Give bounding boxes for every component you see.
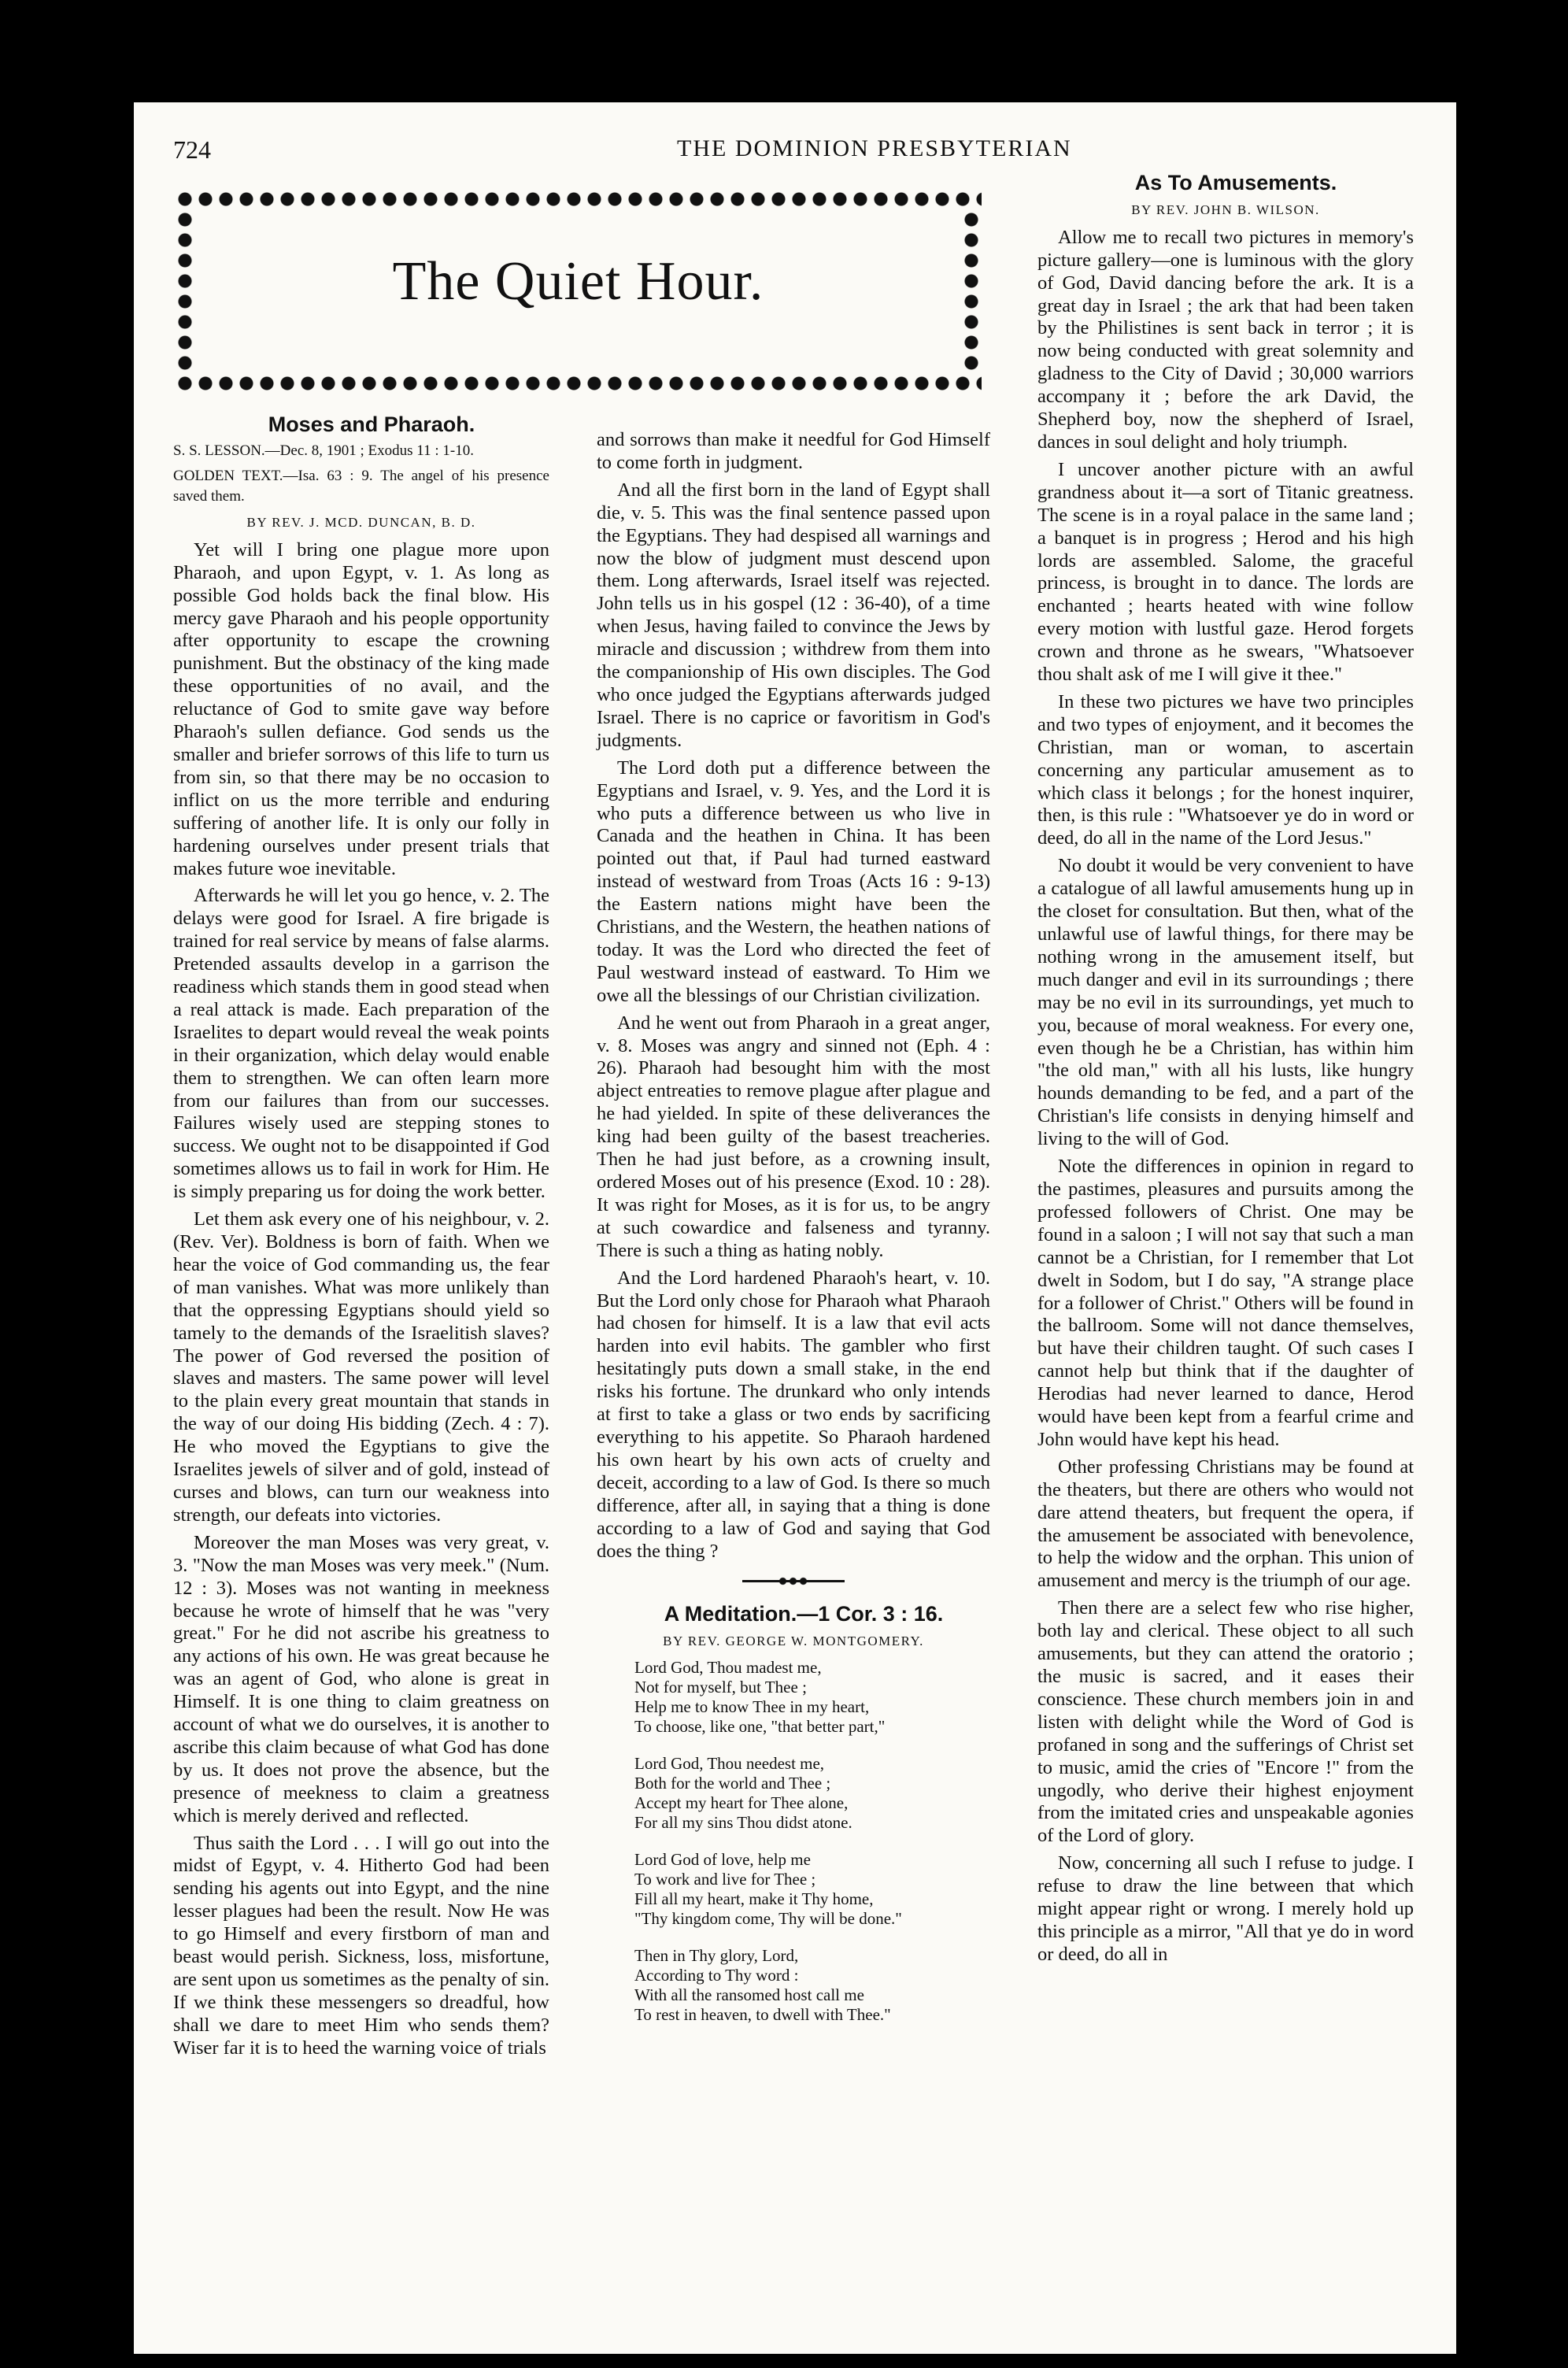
paragraph: Afterwards he will let you go hence, v. 2. The delays were good for Israel. A fire brigade is trained for real service by means of false alarms. Pretended assaults develop in a garrison the readiness which stands them in good stead when a real attack is made. Each preparation of the Israelites to depart would reveal the weak points in their organization, which delay would enable them to strengthen. We can often learn more from our failures than from our successes. Failures wisely used are stepping stones to success. We ought not to be disappointed if God sometimes allows us to fail in work for Him. He is simply preparing us for doing the work better. <box>173 885 549 1203</box>
paragraph: Other professing Christians may be found at the theaters, but there are others who would not dare attend theaters, but frequent the opera, if the amusement be associated with benevolence, to help the widow and the orphan. This union of amusement and mercy is the triumph of our age. <box>1037 1456 1414 1592</box>
poem-line: Then in Thy glory, Lord, <box>634 1946 799 1966</box>
paragraph: Then there are a select few who rise higher, both lay and clerical. These object to all such amusements, but they can attend the oratorio ; the music is sacred, and it eases their conscience. These church members join in and listen with delight while the Word of God is profaned in song and the sufferings of Christ set to music, amid the cries of "Encore !" from the ungodly, who derive their highest enjoyment from the imitated cries and unspeakable agonies of the Lord of glory. <box>1037 1597 1414 1847</box>
banner-title: The Quiet Hour. <box>392 251 764 312</box>
byline-montgomery: BY REV. GEORGE W. MONTGOMERY. <box>663 1634 924 1649</box>
poem-stanza <box>634 1946 990 2025</box>
lesson-reference: S. S. LESSON.—Dec. 8, 1901 ; Exodus 11 : 1-10. <box>173 442 474 459</box>
poem-line: Lord God, Thou needest me, <box>634 1754 825 1774</box>
article-title-moses: Moses and Pharaoh. <box>268 413 475 436</box>
poem-line: According to Thy word : <box>634 1966 799 1985</box>
paragraph: Moreover the man Moses was very great, v. 3. "Now the man Moses was very meek." (Num. 12 : 3). Moses was not wanting in meekness because he wrote of himself that he was "very great." For he did not ascribe his greatness to any actions of his own. He was great because he was an agent of God, who alone is great in Himself. It is one thing to claim greatness on account of what we do ourselves, it is another to ascribe this claim because of what God has done by us. It does not prove the absence, but the presence of meekness to claim a greatness which is merely derived and reflected. <box>173 1531 549 1826</box>
poem <box>634 1658 990 2025</box>
paragraph: The Lord doth put a difference between the Egyptians and Israel, v. 9. Yes, and the Lord it is who puts a difference between us who live in Canada and the heathen in China. It has been pointed out that, if Paul had turned eastward instead of westward from Troas (Acts 16 : 9-13) the Eastern nations might have been the Christians, and the Western, the heathen nations of today. It was the Lord who directed the feet of Paul westward instead of eastward. To Him we owe all the blessings of our Christian civilization. <box>597 757 990 1006</box>
page-number: 724 <box>173 135 211 164</box>
poem-line: With all the ransomed host call me <box>634 1985 864 2005</box>
newspaper-page <box>134 102 1456 2354</box>
paragraph: Note the differences in opinion in regard to the pastimes, pleasures and pursuits among the professed followers of Christ. One may be found in a saloon ; I will not say that such a man cannot be a Christian, for I remember that Lot dwelt in Sodom, but I do say, "A strange place for a follower of Christ." Others will be found in the ballroom. Some will not dance themselves, but have their children taught. Of such cases I cannot help but think that if the daughter of Herodias had never learned to dance, Herod would have been kept from a fearful crime and John would have kept his head. <box>1037 1156 1414 1450</box>
golden-text: GOLDEN TEXT.—Isa. 63 : 9. The angel of his presence saved them. <box>173 467 549 505</box>
article-title-amusements: As To Amusements. <box>1134 171 1337 194</box>
poem-line: Lord God of love, help me <box>634 1850 811 1870</box>
paragraph: and sorrows than make it needful for God Himself to come forth in judgment. <box>597 429 990 473</box>
poem-line: To rest in heaven, to dwell with Thee." <box>634 2005 891 2025</box>
byline-duncan: BY REV. J. MCD. DUNCAN, B. D. <box>246 514 476 530</box>
poem-line: "Thy kingdom come, Thy will be done." <box>634 1909 902 1929</box>
paragraph: And all the first born in the land of Egypt shall die, v. 5. This was the final sentence passed upon the Egyptians. They had despised all warnings and now the blow of judgment must descend upon them. Long afterwards, Israel itself was rejected. John tells us in his gospel (12 : 36-40), of a time when Jesus, having failed to convince the Jews by miracle and discussion ; withdrew from them into the companionship of His own disciples. The God who once judged the Egyptians afterwards judged Israel. There is no caprice or favoritism in God's judgments. <box>597 479 990 751</box>
quiet-hour-banner <box>175 189 982 394</box>
column-3 <box>1037 172 1414 1971</box>
byline-wilson: BY REV. JOHN B. WILSON. <box>1131 202 1320 217</box>
column-2 <box>597 429 990 2042</box>
meditation-title: A Meditation.—1 Cor. 3 : 16. <box>664 1602 944 1626</box>
paragraph: In these two pictures we have two principles and two types of enjoyment, and it becomes the Christian, man or woman, to ascertain concerning any particular amusement as to which class it belongs ; for the honest inquirer, then, is this rule : "Whatsoever ye do in word or deed, do all in the name of the Lord Jesus." <box>1037 690 1414 849</box>
poem-line: To choose, like one, "that better part," <box>634 1717 886 1737</box>
banner-dot-border-bottom <box>175 373 982 394</box>
paragraph: Thus saith the Lord . . . I will go out into the midst of Egypt, v. 4. Hitherto God had been sending his agents out into Egypt, and the nine lesser plagues had been the result. Now He was to go Himself and every firstborn of man and beast would perish. Sickness, loss, misfortune, are sent upon us sometimes as the penalty of sin. If we think these messengers so dreadful, how shall we dare to meet Him who sends them? Wiser far it is to heed the warning voice of trials <box>173 1832 549 2059</box>
poem-line: Lord God, Thou madest me, <box>634 1658 822 1678</box>
section-separator <box>742 1580 845 1582</box>
paragraph: Now, concerning all such I refuse to judge. I refuse to draw the line between that which might appear right or wrong. I merely hold up this principle as a mirror, "All that ye do in word or deed, do all in <box>1037 1852 1414 1965</box>
poem-line: Both for the world and Thee ; <box>634 1774 831 1793</box>
poem-line: Help me to know Thee in my heart, <box>634 1697 870 1717</box>
paragraph: Let them ask every one of his neighbour, v. 2. (Rev. Ver). Boldness is born of faith. When we hear the voice of God commanding us, the fear of man vanishes. What was more unlikely than that the oppressing Egyptians should yield so tamely to the demands of the Israelitish slaves? The power of God reversed the position of slaves and masters. The same power will level to the plain every great mountain that stands in the way of our doing His bidding (Zech. 4 : 7). He who moved the Egyptians to give the Israelites jewels of silver and of gold, instead of curses and blows, can turn our weakness into strength, our defeats into victories. <box>173 1208 549 1526</box>
paragraph: Yet will I bring one plague more upon Pharaoh, and upon Egypt, v. 1. As long as possible God holds back the final blow. His mercy gave Pharaoh and his people opportunity after opportunity to escape the crowning punishment. But the obstinacy of the king made these opportunities of no avail, and the reluctance of God to smite gave way before Pharaoh's sullen defiance. God sends us the smaller and briefer sorrows of this life to turn us from sin, so that there may be no occasion to inflict on us the more terrible and enduring suffering of another life. It is only our folly in hardening ourselves under present trials that makes future woe inevitable. <box>173 538 549 879</box>
paragraph: I uncover another picture with an awful grandness about it—a sort of Titanic greatness. The scene is in a royal palace in the same land ; a banquet is in progress ; Herod and his high lords are assembled. Salome, the graceful princess, is brought in to dance. The lords are enchanted ; hearts heated with wine follow every motion with lustful gaze. Herod forgets crown and throne as he swears, "Whatsoever thou shalt ask of me I will give it thee." <box>1037 458 1414 686</box>
paragraph: And he went out from Pharaoh in a great anger, v. 8. Moses was angry and sinned not (Eph. 4 : 26). Pharaoh had besought him with the most abject entreaties to remove plague after plague and he had yielded. In spite of these deliverances the king had been guilty of the basest treacheries. Then he had just before, as a crowning insult, ordered Moses out of his presence (Exod. 10 : 28). It was right for Moses, as it is for us, to be angry at such cowardice and falseness and tyranny. There is such a thing as hating nobly. <box>597 1012 990 1261</box>
poem-stanza <box>634 1754 990 1833</box>
poem-stanza <box>634 1658 990 1737</box>
banner-dot-border-top <box>175 189 982 209</box>
poem-line: Not for myself, but Thee ; <box>634 1678 807 1697</box>
paragraph: No doubt it would be very convenient to have a catalogue of all lawful amusements hung up in the closet for consultation. But then, what of the unlawful use of lawful things, for there may be nothing wrong in the amusement itself, but much danger and evil in its surroundings ; there may be no evil in its surroundings, yet much to you, because of moral weakness. For every one, even though he be a Christian, has within him "the old man," with all his lusts, like hungry hounds demanding to be fed, and a part of the Christian's life consists in denying himself and living to the will of God. <box>1037 855 1414 1150</box>
column-1 <box>173 413 549 2065</box>
paragraph: And the Lord hardened Pharaoh's heart, v. 10. But the Lord only chose for Pharaoh what Pharaoh had chosen for himself. It is a law that evil acts harden into evil habits. The gambler who first hesitatingly puts down a small stake, in the end risks his fortune. The drunkard who only intends at first to take a glass or two ends by sacrificing everything to his appetite. So Pharaoh hardened his own heart by his own acts of cruelty and deceit, according to a law of God. Is there so much difference, after all, in saying that a thing is done according to a law of God and saying that God does the thing ? <box>597 1267 990 1562</box>
journal-title: THE DOMINION PRESBYTERIAN <box>677 135 1072 161</box>
poem-line: To work and live for Thee ; <box>634 1870 816 1889</box>
page-header <box>173 135 1417 167</box>
poem-line: For all my sins Thou didst atone. <box>634 1813 852 1833</box>
poem-line: Accept my heart for Thee alone, <box>634 1793 849 1813</box>
poem-line: Fill all my heart, make it Thy home, <box>634 1889 874 1909</box>
paragraph: Allow me to recall two pictures in memory's picture gallery—one is luminous with the glory of God, David dancing before the ark. It is a great day in Israel ; the ark that had been taken by the Philistines is sent back in terror ; it is now being conducted with great solemnity and gladness to the City of David ; 30,000 warriors accompany it ; before the ark David, the Shepherd boy, now the shepherd of Israel, dances in soul delight and holy triumph. <box>1037 226 1414 453</box>
poem-stanza <box>634 1850 990 1929</box>
